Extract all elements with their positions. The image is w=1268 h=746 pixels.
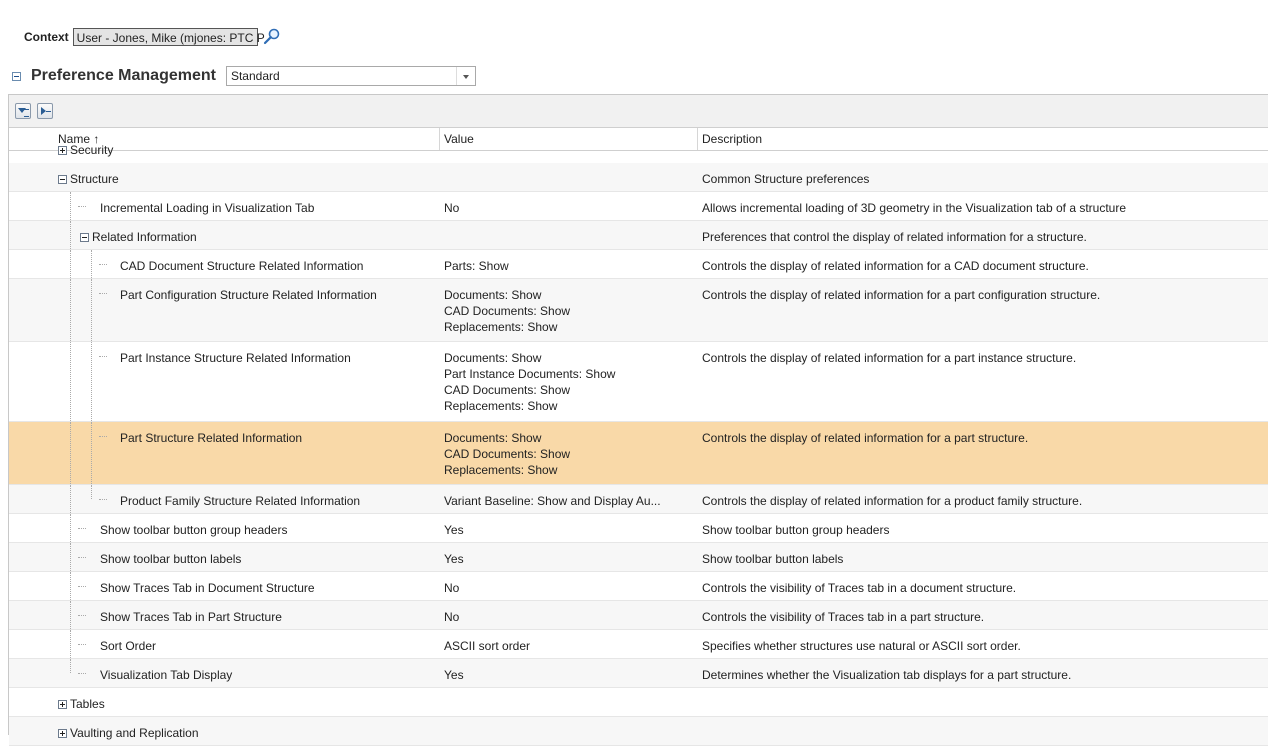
row-value-line: Variant Baseline: Show and Display Au...: [444, 494, 661, 508]
row-value-line: Documents: Show: [444, 431, 542, 445]
row-value-line: CAD Documents: Show: [444, 447, 571, 461]
row-description: Show toolbar button group headers: [702, 523, 890, 537]
row-description: Controls the visibility of Traces tab in a document structure.: [702, 581, 1017, 595]
row-description: [698, 717, 1268, 745]
row-name: Show Traces Tab in Part Structure: [100, 610, 282, 624]
expand-icon[interactable]: [58, 700, 67, 709]
tree-cell: [54, 688, 440, 716]
table-row[interactable]: [9, 163, 1268, 192]
tree-cell: [54, 485, 440, 513]
table-row-selected[interactable]: [9, 422, 1268, 485]
table-row[interactable]: [9, 221, 1268, 250]
preference-header: [8, 64, 476, 88]
row-name: Part Structure Related Information: [120, 431, 303, 445]
row-value-line: No: [444, 581, 460, 595]
row-description: Allows incremental loading of 3D geometry in the Visualization tab of a structure: [702, 201, 1127, 215]
preference-table-panel: [8, 94, 1268, 740]
row-value: [440, 422, 698, 484]
row-value-line: Part Instance Documents: Show: [444, 367, 616, 381]
table-row[interactable]: [9, 543, 1268, 572]
row-description: Preferences that control the display of related information for a structure.: [702, 230, 1087, 244]
row-value: [440, 141, 698, 163]
context-bar: [24, 27, 282, 47]
table-row[interactable]: [9, 601, 1268, 630]
row-description: Determines whether the Visualization tab displays for a part structure.: [702, 668, 1072, 682]
row-description: Common Structure preferences: [702, 172, 870, 186]
expand-icon[interactable]: [58, 146, 67, 155]
context-label: Context: [24, 30, 69, 44]
tree-cell: [54, 250, 440, 278]
row-value-line: CAD Documents: Show: [444, 383, 571, 397]
row-value: [440, 514, 698, 542]
row-name: Product Family Structure Related Information: [120, 494, 361, 508]
row-description: [698, 141, 1268, 163]
row-value: [440, 221, 698, 249]
row-value-line: Replacements: Show: [444, 399, 558, 413]
row-description: Specifies whether structures use natural or ASCII sort order.: [702, 639, 1021, 653]
row-value-line: Documents: Show: [444, 351, 542, 365]
tree-cell: [54, 163, 440, 191]
row-value: [440, 250, 698, 278]
row-description: Controls the display of related information for a CAD document structure.: [702, 259, 1089, 273]
table-row[interactable]: [9, 630, 1268, 659]
table-row[interactable]: [9, 141, 1268, 164]
row-value: [440, 192, 698, 220]
row-description: Controls the display of related information for a product family structure.: [702, 494, 1083, 508]
view-select[interactable]: [226, 66, 476, 86]
row-value: [440, 659, 698, 687]
row-value-line: Parts: Show: [444, 259, 509, 273]
table-row[interactable]: [9, 659, 1268, 688]
row-name: Related Information: [92, 230, 197, 244]
row-name: Part Instance Structure Related Information: [120, 351, 351, 365]
row-value-line: Replacements: Show: [444, 320, 558, 334]
table-row[interactable]: [9, 717, 1268, 746]
row-name: Show toolbar button group headers: [100, 523, 288, 537]
row-name: Part Configuration Structure Related Information: [120, 288, 377, 302]
row-value-line: Replacements: Show: [444, 463, 558, 477]
column-header-name[interactable]: Name ↑: [54, 128, 440, 150]
tree-cell: [54, 192, 440, 220]
table-row[interactable]: [9, 688, 1268, 717]
collapse-all-icon[interactable]: [15, 103, 31, 119]
row-value-line: Documents: Show: [444, 288, 542, 302]
table-row[interactable]: [9, 514, 1268, 543]
collapse-icon[interactable]: [58, 175, 67, 184]
column-header-description[interactable]: Description: [702, 132, 763, 146]
row-value: [440, 572, 698, 600]
row-value-line: No: [444, 610, 460, 624]
row-value-line: ASCII sort order: [444, 639, 531, 653]
tree-cell: [54, 572, 440, 600]
collapse-icon[interactable]: [12, 72, 21, 81]
row-description: Controls the visibility of Traces tab in a part structure.: [702, 610, 985, 624]
dropdown-arrow-icon[interactable]: [456, 67, 475, 85]
row-value: [440, 279, 698, 341]
table-row[interactable]: [9, 279, 1268, 342]
expand-icon[interactable]: [58, 729, 67, 738]
expand-all-icon[interactable]: [37, 103, 53, 119]
table-row[interactable]: [9, 342, 1268, 422]
row-name: Structure: [70, 172, 119, 186]
row-value: [440, 601, 698, 629]
table-row[interactable]: [9, 250, 1268, 279]
row-description: Controls the display of related information for a part instance structure.: [702, 351, 1077, 365]
tree-cell: [54, 342, 440, 421]
table-row[interactable]: [9, 485, 1268, 514]
row-name: Visualization Tab Display: [100, 668, 233, 682]
table-body: [9, 143, 1268, 740]
row-name: Show toolbar button labels: [100, 552, 242, 566]
context-field[interactable]: User - Jones, Mike (mjones: PTC P: [73, 28, 258, 46]
tree-cell: [54, 221, 440, 249]
row-value-line: Yes: [444, 668, 464, 682]
table-row[interactable]: [9, 572, 1268, 601]
row-value: [440, 717, 698, 745]
row-value: [440, 163, 698, 191]
row-value: [440, 543, 698, 571]
row-value-line: Yes: [444, 552, 464, 566]
view-select-value: Standard: [230, 69, 280, 83]
row-name: Sort Order: [100, 639, 157, 653]
tree-cell: [54, 514, 440, 542]
table-toolbar: [9, 95, 1268, 128]
tree-cell: [54, 543, 440, 571]
tree-cell: [54, 717, 440, 745]
tree-cell: [54, 659, 440, 687]
row-description: Show toolbar button labels: [702, 552, 844, 566]
tree-cell: [54, 141, 440, 163]
column-header-value[interactable]: Value: [440, 128, 698, 150]
collapse-icon[interactable]: [80, 233, 89, 242]
tree-cell: [54, 630, 440, 658]
tree-cell: [54, 422, 440, 484]
row-value-line: Yes: [444, 523, 464, 537]
row-name: Vaulting and Replication: [70, 726, 199, 740]
row-name: Security: [70, 143, 114, 157]
row-name: Incremental Loading in Visualization Tab: [100, 201, 315, 215]
row-value: [440, 630, 698, 658]
page-title: Preference Management: [31, 67, 216, 84]
row-value: [440, 485, 698, 513]
row-name: Tables: [70, 697, 105, 711]
search-icon[interactable]: [262, 28, 282, 46]
table-row[interactable]: [9, 192, 1268, 221]
tree-cell: [54, 601, 440, 629]
row-description: [698, 688, 1268, 716]
row-description: Controls the display of related information for a part structure.: [702, 431, 1029, 445]
row-value: [440, 688, 698, 716]
row-name: CAD Document Structure Related Information: [120, 259, 364, 273]
row-name: Show Traces Tab in Document Structure: [100, 581, 315, 595]
row-value-line: No: [444, 201, 460, 215]
row-description: Controls the display of related information for a part configuration structure.: [702, 288, 1101, 302]
row-value: [440, 342, 698, 421]
tree-cell: [54, 279, 440, 341]
row-value-line: CAD Documents: Show: [444, 304, 571, 318]
